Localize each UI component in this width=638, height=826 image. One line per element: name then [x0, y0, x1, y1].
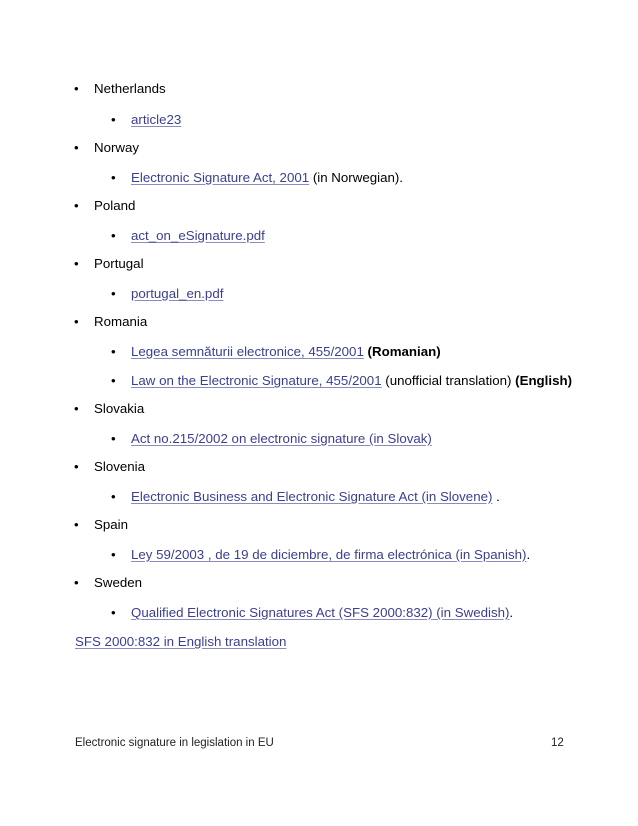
country-name: Norway — [94, 140, 140, 155]
country-name: Spain — [94, 517, 129, 532]
link-sfs-english-translation[interactable]: SFS 2000:832 in English translation — [75, 634, 287, 649]
sub-item-slovenia-1 — [111, 488, 500, 506]
bullet: • — [111, 112, 116, 127]
country-name: Slovenia — [94, 459, 146, 474]
link-article23[interactable]: article23 — [131, 112, 182, 127]
country-name: Romania — [94, 314, 148, 329]
list-item-spain — [74, 516, 128, 534]
link-note: (in Norwegian). — [309, 170, 403, 185]
sub-item-spain-1 — [111, 546, 530, 564]
link-note: . — [492, 489, 500, 504]
bullet: • — [74, 575, 79, 590]
bullet: • — [74, 256, 79, 271]
language-label: (Romanian) — [363, 344, 441, 359]
sub-item-netherlands-1 — [111, 111, 181, 129]
link-note: . — [509, 605, 514, 620]
bullet: • — [111, 489, 116, 504]
link-spain-law[interactable]: Ley 59/2003 , de 19 de diciembre, de firma electrónica (in Spanish) — [131, 547, 527, 562]
link-romania-law[interactable]: Legea semnăturii electronice, 455/2001 — [131, 344, 364, 359]
country-name: Portugal — [94, 256, 144, 271]
bullet: • — [111, 547, 116, 562]
bullet: • — [74, 517, 79, 532]
sub-item-portugal-1 — [111, 285, 223, 303]
sub-item-romania-1 — [111, 343, 441, 361]
link-note: (unofficial translation) — [381, 373, 516, 388]
bullet: • — [111, 431, 116, 446]
link-norway-act[interactable]: Electronic Signature Act, 2001 — [131, 170, 310, 185]
list-item-portugal — [74, 255, 144, 273]
list-item-slovakia — [74, 400, 144, 418]
bullet: • — [111, 605, 116, 620]
link-poland-pdf[interactable]: act_on_eSignature.pdf — [131, 228, 265, 243]
sub-item-romania-2 — [111, 372, 572, 390]
sub-item-poland-1 — [111, 227, 265, 245]
list-item-poland — [74, 197, 135, 215]
standalone-link-row — [75, 633, 286, 651]
bullet: • — [74, 459, 79, 474]
bullet: • — [111, 228, 116, 243]
list-item-netherlands — [74, 80, 166, 98]
sub-item-sweden-1 — [111, 604, 513, 622]
country-name: Sweden — [94, 575, 143, 590]
bullet: • — [111, 286, 116, 301]
bullet: • — [74, 140, 79, 155]
footer-title: Electronic signature in legislation in EU — [75, 737, 274, 749]
list-item-slovenia — [74, 458, 145, 476]
list-item-romania — [74, 313, 147, 331]
country-name: Poland — [94, 198, 136, 213]
bullet: • — [74, 198, 79, 213]
bullet: • — [111, 373, 116, 388]
bullet: • — [74, 81, 79, 96]
country-name: Netherlands — [94, 81, 166, 96]
list-item-sweden — [74, 574, 142, 592]
country-name: Slovakia — [94, 401, 145, 416]
page-number: 12 — [551, 737, 564, 749]
bullet: • — [74, 401, 79, 416]
link-portugal-pdf[interactable]: portugal_en.pdf — [131, 286, 224, 301]
list-item-norway — [74, 139, 139, 157]
link-sweden-act[interactable]: Qualified Electronic Signatures Act (SFS 2000:832) (in Swedish) — [131, 605, 510, 620]
link-slovenia-act[interactable]: Electronic Business and Electronic Signature Act (in Slovene) — [131, 489, 493, 504]
bullet: • — [74, 314, 79, 329]
bullet: • — [111, 344, 116, 359]
link-romania-law-english[interactable]: Law on the Electronic Signature, 455/2001 — [131, 373, 382, 388]
sub-item-norway-1 — [111, 169, 403, 187]
link-note: . — [526, 547, 531, 562]
sub-item-slovakia-1 — [111, 430, 432, 448]
bullet: • — [111, 170, 116, 185]
link-slovakia-act[interactable]: Act no.215/2002 on electronic signature (in Slovak) — [131, 431, 432, 446]
language-label: (English) — [515, 373, 573, 388]
